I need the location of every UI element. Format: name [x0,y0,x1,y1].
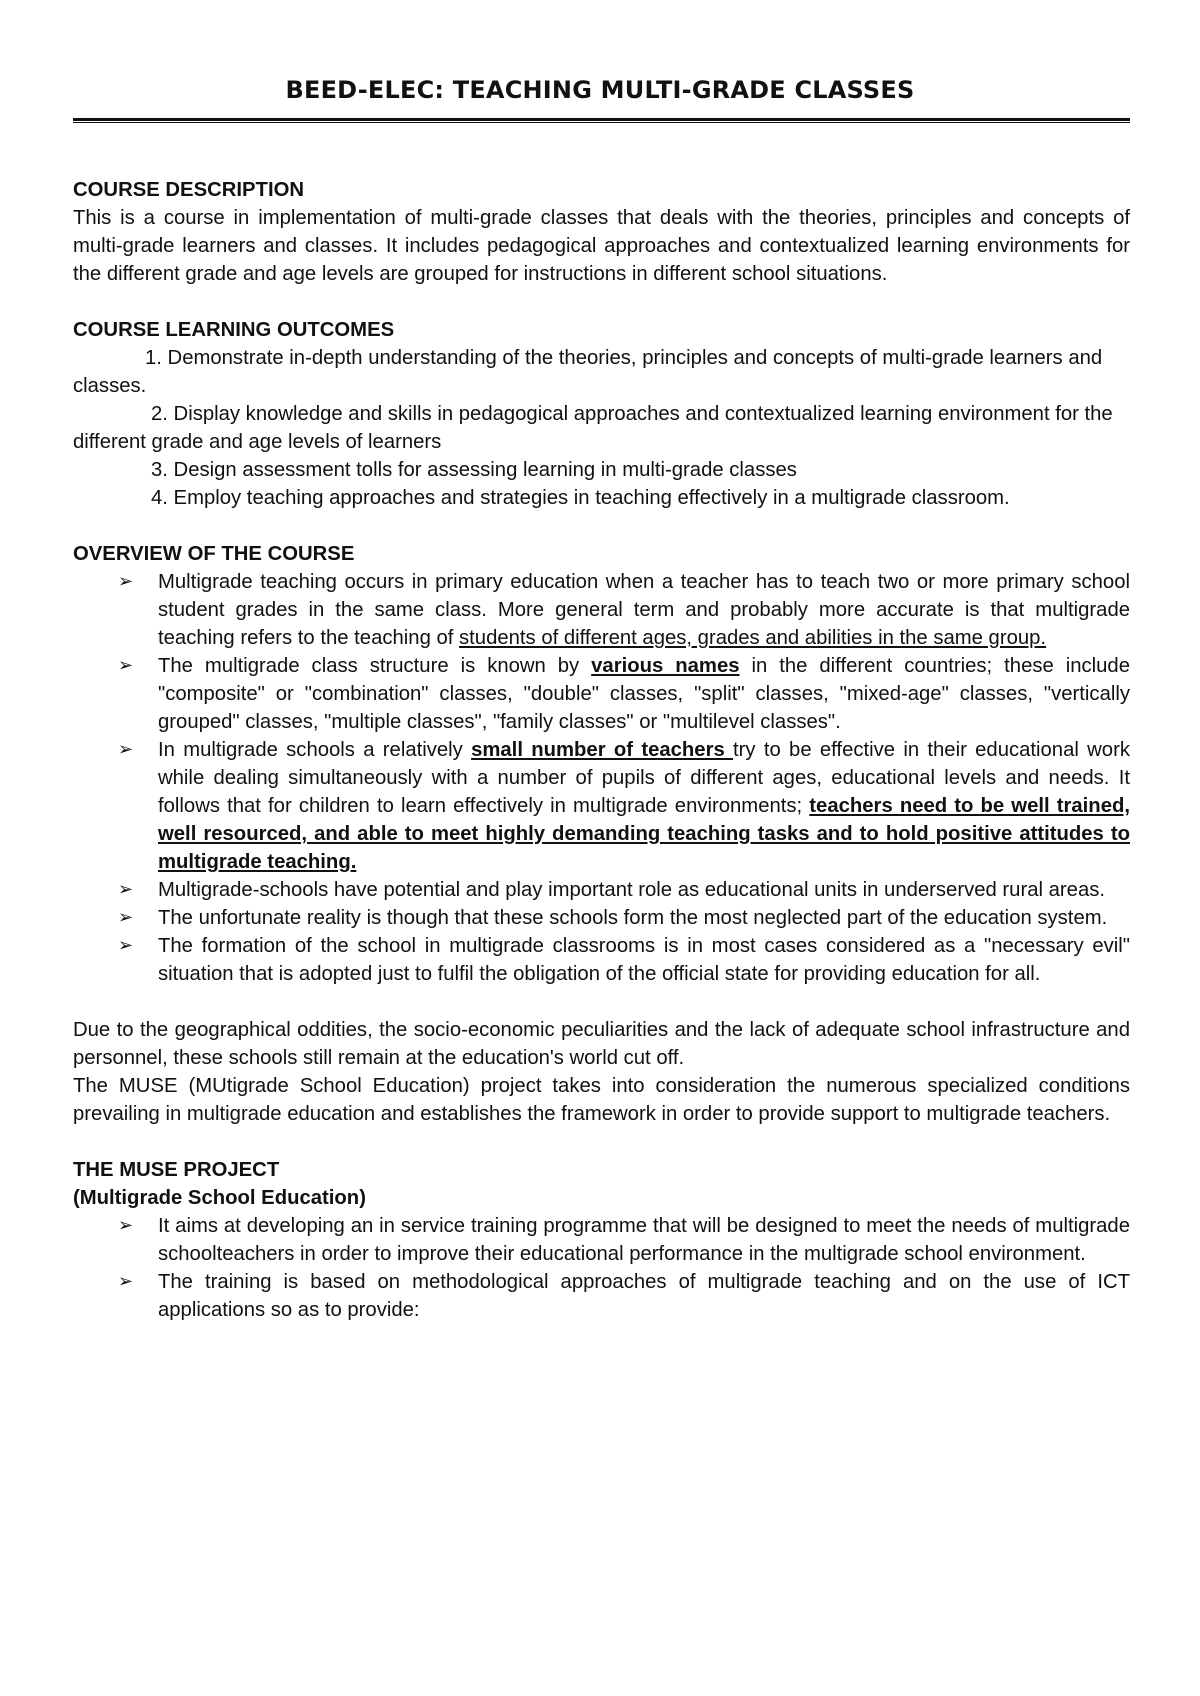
bullet-text: The unfortunate reality is though that these schools form the most neglected part of the education system. [158,907,1108,929]
bullet-text: Multigrade teaching occurs in primary education when a teacher has to teach two or more primary school student grades in the same class. More general term and probably more accurate is that multigrade teaching refers to the teaching of [158,571,1130,649]
arrow-bullet-icon: ➢ [118,655,134,676]
bullet-text: in the different countries; these include "composite" or "combination" classes, "double" classes, "split" classes, "mixed-age" classes, "vertically grouped" classes, "multiple classes", "family classes" or "multilevel classes". [158,655,1130,733]
overview-heading: OVERVIEW OF THE COURSE [73,543,355,565]
overview-bullet-5 [73,904,1130,932]
muse-bullet-1 [73,1212,1130,1268]
arrow-bullet-icon: ➢ [118,1215,134,1236]
overview-bullet-2 [73,652,1130,736]
overview-bullet-4 [73,876,1130,904]
course-description-heading: COURSE DESCRIPTION [73,179,305,201]
underlined-text: students of different ages, grades and abilities in the same group. [459,627,1047,649]
overview-bullet-list [73,568,1130,988]
bullet-text: It aims at developing an in service training programme that will be designed to meet the needs of multigrade schoolteachers in order to improve their educational performance in the multigrade school environment. [158,1215,1130,1265]
emphasis-text: teachers need to be well trained, well resourced, and able to meet highly demanding teaching tasks and to hold positive attitudes to multigrade teaching. [158,795,1130,873]
arrow-bullet-icon: ➢ [118,907,134,928]
title-rule-thick [73,118,1130,121]
muse-bullet-list [73,1212,1130,1324]
overview-bullet-1 [73,568,1130,652]
title-rule-thin [73,122,1130,123]
bullet-text: The training is based on methodological approaches of multigrade teaching and on the use of ICT applications so as to provide: [158,1271,1130,1321]
document-title: BEED-ELEC: TEACHING MULTI-GRADE CLASSES [285,76,915,104]
arrow-bullet-icon: ➢ [118,935,134,956]
spacer [73,988,1130,1016]
arrow-bullet-icon: ➢ [118,571,134,592]
spacer [73,1128,1130,1156]
emphasis-text: small number of teachers [471,739,734,761]
overview-bullet-3 [73,736,1130,876]
course-description-text: This is a course in implementation of multi-grade classes that deals with the theories, principles and concepts of multi-grade learners and classes. It includes pedagogical approaches and contextualized learning environments for the different grade and age levels are grouped for instructions in different school situations. [73,207,1130,285]
document-body [73,176,1130,1324]
muse-project-heading: THE MUSE PROJECT [73,1159,280,1181]
overview-bullet-6 [73,932,1130,988]
spacer [73,288,1130,316]
closing-paragraph-1: Due to the geographical oddities, the socio-economic peculiarities and the lack of adequate school infrastructure and personnel, these schools still remain at the education's world cut off. [73,1019,1130,1069]
learning-outcome-2: 2. Display knowledge and skills in pedagogical approaches and contextualized learning environment for the different grade and age levels of learners [73,403,1113,453]
bullet-text: In multigrade schools a relatively [158,739,472,761]
emphasis-text: various names [591,655,740,677]
learning-outcomes-heading: COURSE LEARNING OUTCOMES [73,319,395,341]
bullet-text: try to be effective in their educational work while dealing simultaneously with a number of pupils of different ages, educational levels and needs. It follows that for children to learn effectively in multigrade environments; [158,739,1130,817]
learning-outcome-4: 4. Employ teaching approaches and strategies in teaching effectively in a multigrade classroom. [151,487,1010,509]
arrow-bullet-icon: ➢ [118,1271,134,1292]
learning-outcome-3: 3. Design assessment tolls for assessing learning in multi-grade classes [151,459,797,481]
bullet-text: The formation of the school in multigrade classrooms is in most cases considered as a "necessary evil" situation that is adopted just to fulfil the obligation of the official state for providing education for all. [158,935,1130,985]
bullet-text: The multigrade class structure is known by [158,655,592,677]
arrow-bullet-icon: ➢ [118,879,134,900]
learning-outcome-1: 1. Demonstrate in-depth understanding of the theories, principles and concepts of multi-grade learners and classes. [73,347,1103,397]
muse-project-subheading: (Multigrade School Education) [73,1187,366,1209]
closing-paragraph-2: The MUSE (MUtigrade School Education) project takes into consideration the numerous specialized conditions prevailing in multigrade education and establishes the framework in order to provide support to multigrade teachers. [73,1075,1130,1125]
bullet-text: Multigrade-schools have potential and play important role as educational units in underserved rural areas. [158,879,1105,901]
muse-bullet-2 [73,1268,1130,1324]
arrow-bullet-icon: ➢ [118,739,134,760]
spacer [73,512,1130,540]
